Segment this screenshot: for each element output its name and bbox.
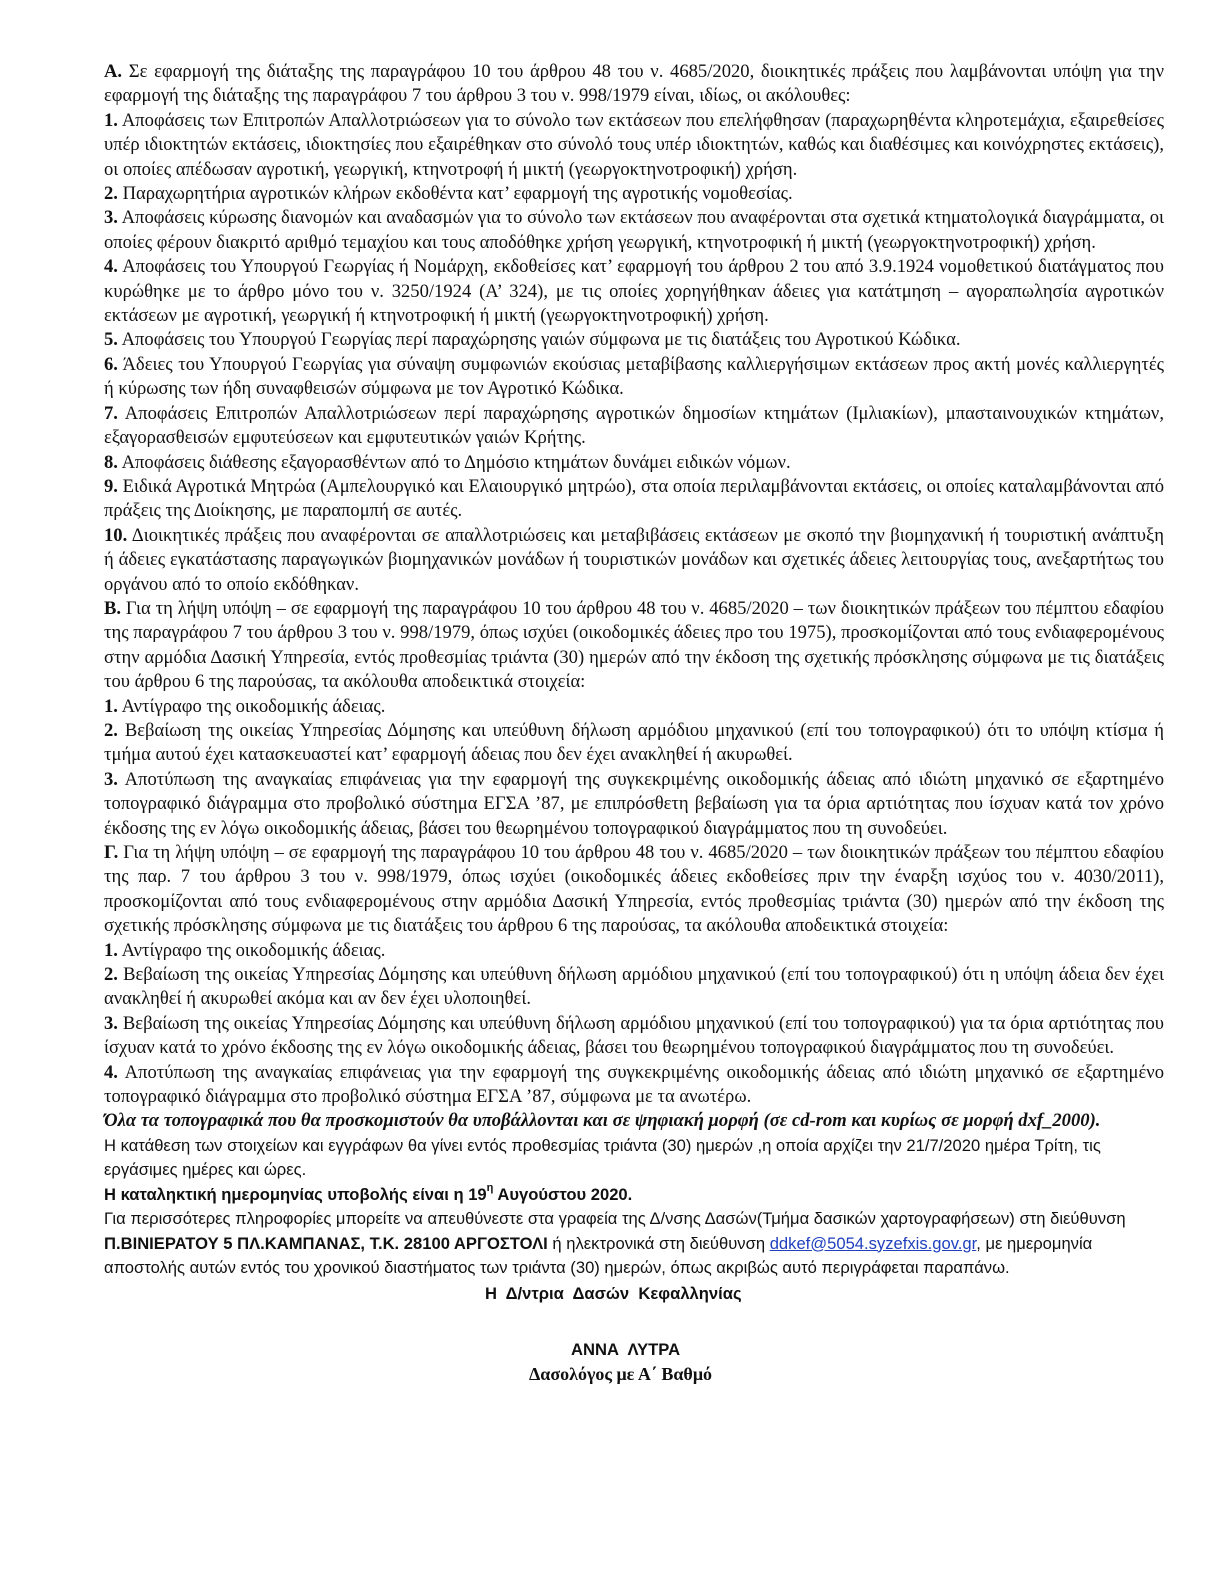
- item-text: Διοικητικές πράξεις που αναφέρονται σε απαλλοτριώσεις και μεταβιβάσεις εκτάσεων με σκοπό την βιομηχανική ή τουριστική ανάπτυξη ή άδειες εγκατάστασης παραγωγικών βιομηχανικών μονάδων ή τουριστικών μονάδων και σχετικές άδειες λειτουργίας τους, ανεξαρτήτως του οργάνου από το οποίο εκδόθηκαν.: [104, 524, 1164, 595]
- signatory-name: ΑΝΝΑ ΛΥΤΡΑ: [571, 1340, 681, 1360]
- list-item: [104, 1012, 1164, 1061]
- item-text: Αποφάσεις κύρωσης διανομών και αναδασμών για το σύνολο των εκτάσεων που αναφέρονται στα σχετικά κτηματολογικά διαγράμματα, οι οποίες φέρουν διακριτό αριθμό τεμαχίου και τους αποδόθηκε χρήση γεωργική, κτηνοτροφική ή μικτή (γεωργοκτηνοτροφική) χρήση.: [104, 207, 1164, 253]
- email-link[interactable]: ddkef@5054.syzefxis.gov.gr: [769, 1233, 977, 1253]
- section-b-intro: [104, 597, 1164, 695]
- item-text: Ειδικά Αγροτικά Μητρώα (Αμπελουργικό και Ελαιουργικό μητρώο), στα οποία περιλαμβάνονται εκτάσεις, οι οποίες καταλαμβάνονται από πράξεις της Διοίκησης, με παραπομπή σε αυτές.: [104, 475, 1164, 522]
- item-number: 2.: [104, 719, 118, 741]
- signatory-role: Η Δ/ντρια Δασών Κεφαλληνίας: [485, 1284, 742, 1304]
- section-c-label: Γ.: [104, 842, 119, 863]
- item-number: 9.: [104, 475, 118, 497]
- list-item: [104, 109, 1164, 182]
- info-text-3: , με ημερομηνία αποστολής αυτών εντός του χρονικού διαστήματος των τριάντα (30) ημερών, όπως ακριβώς αυτό περιγράφεται παραπάνω.: [104, 1233, 1093, 1277]
- deadline-note: Η κατάθεση των στοιχείων και εγγράφων θα γίνει εντός προθεσμίας τριάντα (30) ημερών ,η οποία αρχίζει την 21/7/2020 ημέρα Τρίτη, τις εργάσιμες ημέρες και ώρες.: [104, 1135, 1101, 1180]
- list-item: [104, 719, 1164, 768]
- item-text: Βεβαίωση της οικείας Υπηρεσίας Δόμησης και υπεύθυνη δήλωση αρμόδιου μηχανικού (επί του τοπογραφικού) ότι η υπόψη άδεια δεν έχει ανακληθεί ή ακυρωθεί ακόμα και αν δεν έχει υλοποιηθεί.: [104, 964, 1164, 1010]
- item-text: Αποφάσεις Επιτροπών Απαλλοτριώσεων περί παραχώρησης αγροτικών δημοσίων κτημάτων (Ιμλιακίων), μπασταινουχικών κτημάτων, εξαγορασθεισών εμφυτεύσεων και εμφυτευτικών γαιών Κρήτης.: [104, 402, 1164, 449]
- list-item: [104, 206, 1164, 255]
- item-text: Αντίγραφο της οικοδομικής άδειας.: [117, 939, 386, 961]
- list-item: [104, 695, 1164, 719]
- item-text: Άδειες του Υπουργού Γεωργίας για σύναψη συμφωνιών εκούσιας μεταβίβασης καλλιεργήσιμων εκτάσεων προς ακτή μονές καλλιεργητές ή κύρωσης των ήδη συναφθεισών σύμφωνα με τον Αγροτικό Κώδικα.: [104, 353, 1164, 400]
- info-text-1: Για περισσότερες πληροφορίες μπορείτε να απευθύνεστε στα γραφεία της Δ/νσης Δασών(Τμήμα δασικών χαρτογραφήσεων) στη διεύθυνση: [104, 1209, 1126, 1229]
- section-a-label: A.: [104, 61, 123, 82]
- final-deadline-date: Αυγούστου 2020.: [493, 1184, 633, 1204]
- item-number: 10.: [104, 524, 128, 546]
- signatory-title: Δασολόγος με Α΄ Βαθμό: [529, 1364, 713, 1385]
- item-text: Αποφάσεις του Υπουργού Γεωργίας ή Νομάρχη, εκδοθείσες κατ’ εφαρμογή του άρθρου 2 του από 3.9.1924 νομοθετικού διατάγματος που κυρώθηκε με το άρθρο μόνο του ν. 3250/1924 (Α’ 324), με τις οποίες χορηγήθηκαν άδειες για κατάτμηση – αγοραπωλησία αγροτικών εκτάσεων με αγροτική, γεωργική ή κτηνοτροφική ή μικτή (γεωργοκτηνοτροφική) χρήση.: [104, 256, 1164, 327]
- item-number: 3.: [104, 207, 118, 229]
- list-item: [104, 1061, 1164, 1110]
- info-text-2: ή ηλεκτρονικά στη διεύθυνση: [547, 1233, 770, 1253]
- item-number: 5.: [104, 329, 118, 351]
- list-item: [104, 353, 1164, 402]
- item-number: 4.: [104, 1061, 118, 1083]
- item-text: Αποφάσεις των Επιτροπών Απαλλοτριώσεων για το σύνολο των εκτάσεων που επελήφθησαν (παραχωρηθέντα κληροτεμάχια, εξαιρεθείσες υπέρ ιδιοκτητών εκτάσεις, ιδιοκτησίες που εξαιρέθηκαν στο σύνολό τους υπέρ ιδιοκτητών, καθώς και διαθέσιμες και κοινόχρηστες εκτάσεις), οι οποίες απέδωσαν αγροτική, γεωργική, κτηνοτροφή ή μικτή (γεωργοκτηνοτροφική) χρήση.: [104, 109, 1164, 180]
- signature-block: [104, 1280, 1164, 1400]
- item-text: Αποτύπωση της αναγκαίας επιφάνειας για την εφαρμογή της συγκεκριμένης οικοδομικής άδειας από ιδιώτη μηχανικό σε εξαρτημένο τοπογραφικό διάγραμμα στο προβολικό σύστημα ΕΓΣΑ ’87, με επιπρόσθετη βεβαίωση για τα όρια αρτιότητας που ίσχυαν κατά τον χρόνο έκδοσης της εν λόγω οικοδομικής άδειας, βάσει του θεωρημένου τοπογραφικού διαγράμματος που τη συνοδεύει.: [104, 768, 1164, 839]
- list-item: [104, 402, 1164, 451]
- item-text: Βεβαίωση της οικείας Υπηρεσίας Δόμησης και υπεύθυνη δήλωση αρμόδιου μηχανικού (επί του τοπογραφικού) για τα όρια αρτιότητας που ίσχυαν κατά το χρόνο έκδοσης της εν λόγω οικοδομικής άδειας, βάσει του θεωρημένου τοπογραφικού διαγράμματος που τη συνοδεύει.: [104, 1012, 1164, 1059]
- item-number: 3.: [104, 1012, 118, 1034]
- item-number: 6.: [104, 353, 118, 375]
- item-number: 8.: [104, 451, 118, 473]
- item-number: 1.: [104, 109, 118, 131]
- list-item: [104, 255, 1164, 328]
- item-number: 2.: [104, 183, 118, 205]
- item-number: 1.: [104, 695, 118, 717]
- section-c-intro-text: Για τη λήψη υπόψη – σε εφαρμογή της παραγράφου 10 του άρθρου 48 του ν. 4685/2020 – των διοικητικών πράξεων του πέμπτου εδαφίου της παρ. 7 του άρθρου 3 του ν. 998/1979, όπως ισχύει (οικοδομικές άδειες εκδοθείσες πριν την έναρξη ισχύος του ν. 4030/2011), προσκομίζονται από τους ενδιαφερομένους στην αρμόδια Δασική Υπηρεσία, εντός προθεσμίας τριάντα (30) ημερών από την έκδοση της σχετικής πρόσκλησης σύμφωνα με τις διατάξεις του άρθρου 6 της παρούσας, τα ακόλουθα αποδεικτικά στοιχεία:: [104, 842, 1164, 937]
- list-item: [104, 963, 1164, 1012]
- item-number: 1.: [104, 939, 118, 961]
- section-a-intro-text: Σε εφαρμογή της διάταξης της παραγράφου 10 του άρθρου 48 του ν. 4685/2020, διοικητικές πράξεις που λαμβάνονται υπόψη για την εφαρμογή της διάταξης της παραγράφου 7 του άρθρου 3 του ν. 998/1979 είναι, ιδίως, οι ακόλουθες:: [104, 61, 1164, 107]
- item-text: Αποφάσεις του Υπουργού Γεωργίας περί παραχώρησης γαιών σύμφωνα με τις διατάξεις του Αγροτικού Κώδικα.: [117, 329, 961, 351]
- list-item: [104, 182, 1164, 206]
- item-text: Αποτύπωση της αναγκαίας επιφάνειας για την εφαρμογή της συγκεκριμένης οικοδομικής άδειας από ιδιώτη μηχανικό σε εξαρτημένο τοπογραφικό διάγραμμα στο προβολικό σύστημα ΕΓΣΑ ’87, σύμφωνα με τα ανωτέρω.: [104, 1061, 1164, 1108]
- section-a-intro: [104, 60, 1164, 109]
- info-paragraph: [104, 1207, 1164, 1280]
- list-item: [104, 328, 1164, 352]
- list-item: [104, 475, 1164, 524]
- item-text: Παραχωρητήρια αγροτικών κλήρων εκδοθέντα κατ’ εφαρμογή της αγροτικής νομοθεσίας.: [117, 183, 793, 205]
- section-b-label: Β.: [104, 597, 122, 619]
- section-c-intro: [104, 841, 1164, 939]
- document-page: [104, 60, 1164, 1400]
- item-text: Βεβαίωση της οικείας Υπηρεσίας Δόμησης και υπεύθυνη δήλωση αρμόδιου μηχανικού (επί του τοπογραφικού) ότι το υπόψη κτίσμα ή τμήμα αυτού έχει κατασκευαστεί κατ’ εφαρμογή άδειας που δεν έχει ανακληθεί ή ακυρωθεί.: [104, 719, 1164, 766]
- office-address: Π.ΒΙΝΙΕΡΑΤΟΥ 5 ΠΛ.ΚΑΜΠΑΝΑΣ, Τ.Κ. 28100 ΑΡΓΟΣΤΟΛΙ: [104, 1233, 548, 1253]
- final-deadline-sup: η: [486, 1182, 494, 1195]
- section-b-intro-text: Για τη λήψη υπόψη – σε εφαρμογή της παραγράφου 10 του άρθρου 48 του ν. 4685/2020 – των διοικητικών πράξεων του πέμπτου εδαφίου της παραγράφου 7 του άρθρου 3 του ν. 998/1979, όπως ισχύει (οικοδομικές άδειες προ του 1975), προσκομίζονται από τους ενδιαφερομένους στην αρμόδια Δασική Υπηρεσία, εντός προθεσμίας τριάντα (30) ημερών από την έκδοση της σχετικής πρόσκλησης σύμφωνα με τις διατάξεις του άρθρου 6 της παρούσας, τα ακόλουθα αποδεικτικά στοιχεία:: [104, 597, 1164, 693]
- list-item: [104, 939, 1164, 963]
- item-number: 3.: [104, 768, 118, 790]
- item-text: Αποφάσεις διάθεσης εξαγορασθέντων από το Δημόσιο κτημάτων δυνάμει ειδικών νόμων.: [117, 451, 791, 473]
- list-item: [104, 451, 1164, 475]
- section-a: [104, 60, 1164, 597]
- section-b: [104, 597, 1164, 841]
- item-number: 4.: [104, 256, 118, 278]
- item-number: 7.: [104, 402, 118, 424]
- list-item: [104, 768, 1164, 841]
- digital-format-note: Όλα τα τοπογραφικά που θα προσκομιστούν θα υποβάλλονται και σε ψηφιακή μορφή (σε cd-rom και κυρίως σε μορφή dxf_2000).: [104, 1110, 1101, 1132]
- final-deadline-text: Η καταληκτική ημερομηνίας υποβολής είναι η 19: [104, 1184, 487, 1204]
- item-text: Αντίγραφο της οικοδομικής άδειας.: [117, 695, 386, 717]
- list-item: [104, 524, 1164, 597]
- section-c: [104, 841, 1164, 1109]
- final-deadline: [104, 1183, 1164, 1207]
- item-number: 2.: [104, 964, 118, 986]
